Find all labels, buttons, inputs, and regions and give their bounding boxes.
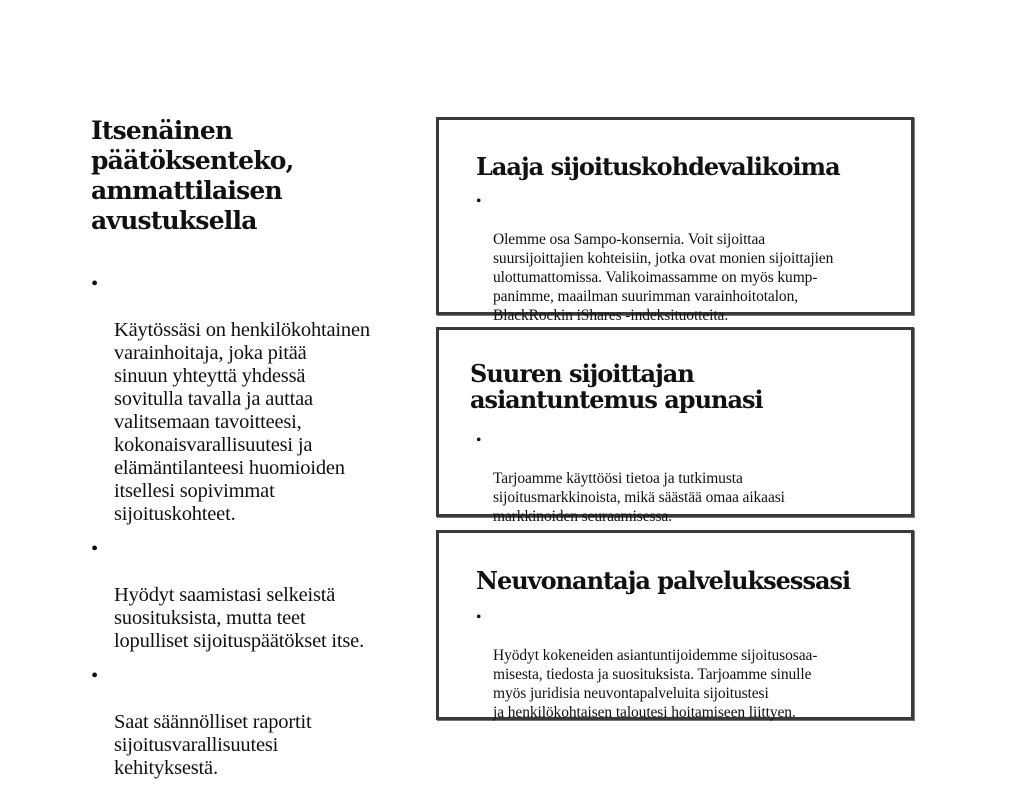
list-item: [476, 608, 891, 722]
bullet-icon: •: [476, 609, 482, 626]
list-item: [91, 538, 421, 653]
bullet-icon: •: [91, 273, 98, 295]
list-item-text: Käytössäsi on henkilökohtainen varainhoitaja, joka pitää sinuun yhteyttä yhdessä sovitulla tavalla ja auttaa valitsemaan tavoitteesi, kokonaisvarallisuutesi ja elämäntilanteesi huomioiden itsellesi sopivimmat sijoituskohteet.: [114, 319, 370, 525]
list-item-text: Hyödyt saamistasi selkeistä suosituksista, mutta teet lopulliset sijoituspäätökset itse.: [114, 584, 365, 652]
left-column: [91, 116, 421, 792]
bullet-icon: •: [476, 432, 482, 449]
list-item: [476, 192, 891, 325]
list-item-text: Olemme osa Sampo-konsernia. Voit sijoittaa suursijoittajien kohteisiin, jotka ovat monien sijoittajien ulottumattomissa. Valikoimassamme on myös kump- panimme, maailman suurimman varainhoitotalon, BlackRockin iShares -indeksituotteita.: [493, 231, 834, 324]
card-investment-selection: [436, 117, 914, 324]
list-item: [91, 665, 421, 780]
card-title: Neuvonantaja palveluksessasi: [476, 566, 851, 595]
card-title: Laaja sijoituskohdevalikoima: [476, 152, 840, 181]
list-item-text: Hyödyt kokeneiden asiantuntijoidemme sijoitusosaa- misesta, tiedosta ja suosituksista. Tarjoamme sinulle myös juridisia neuvontapalveluita sijoitustesi ja henkilökohtaisen taloutesi hoitamiseen liittyen.: [493, 647, 818, 721]
card-advisor: [436, 530, 914, 720]
main-heading: Itsenäinen päätöksenteko, ammattilaisen avustuksella: [91, 116, 294, 235]
bullet-icon: •: [476, 193, 482, 210]
card-bullet-list: [476, 431, 891, 526]
list-item-text: Tarjoamme käyttöösi tietoa ja tutkimusta sijoitusmarkkinoista, mikä säästää omaa aikaasi markkinoiden seuraamisessa.: [493, 470, 785, 525]
card-bullet-list: [476, 608, 891, 722]
left-bullet-list: [91, 273, 421, 780]
list-item: [91, 273, 421, 526]
card-title: Suuren sijoittajan asiantuntemus apunasi: [470, 359, 763, 414]
card-investor-expertise: [436, 327, 914, 525]
bullet-icon: •: [91, 665, 98, 687]
card-bullet-list: [476, 192, 891, 325]
list-item: [476, 431, 891, 526]
bullet-icon: •: [91, 538, 98, 560]
list-item-text: Saat säännölliset raportit sijoitusvarallisuutesi kehityksestä.: [114, 711, 312, 779]
